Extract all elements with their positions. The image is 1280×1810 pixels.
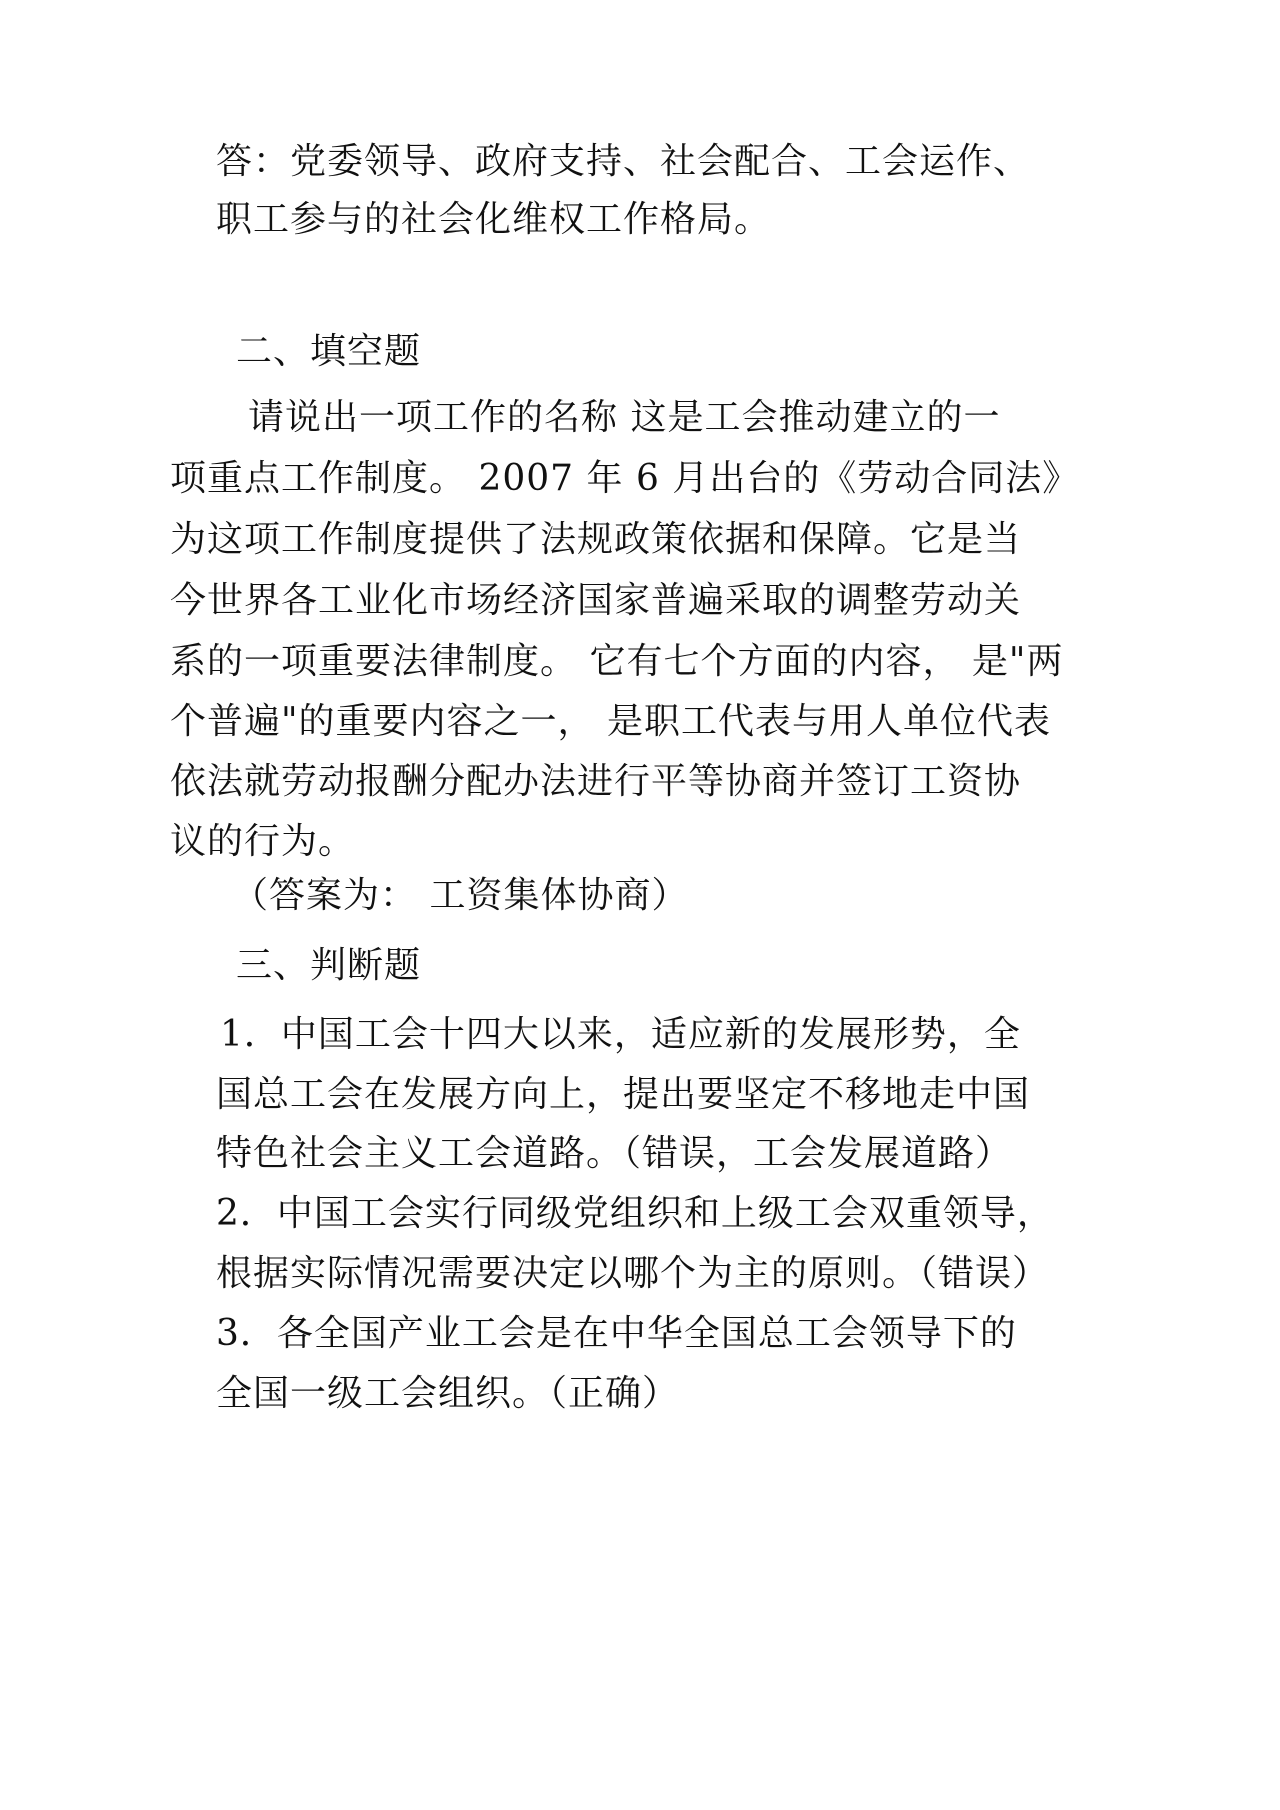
tf-item-line: 全国一级工会组织。（正确）: [216, 1373, 680, 1414]
answer-line: 答：党委领导、政府支持、社会配合、工会运作、: [216, 141, 1031, 182]
question-line: 请说出一项工作的名称 这是工会推动建立的一: [248, 397, 1001, 438]
answer-line: 职工参与的社会化维权工作格局。: [216, 199, 772, 240]
question-line: 为这项工作制度提供了法规政策依据和保障。它是当: [170, 519, 1022, 560]
question-line: 今世界各工业化市场经济国家普遍采取的调整劳动关: [170, 580, 1022, 621]
fill-blank-answer: （答案为： 工资集体协商）: [232, 875, 689, 916]
tf-item-line: 2．中国工会实行同级党组织和上级工会双重领导，: [216, 1193, 1054, 1234]
tf-item-line: 3．各全国产业工会是在中华全国总工会领导下的: [216, 1313, 1017, 1354]
tf-item-line: 国总工会在发展方向上，提出要坚定不移地走中国: [216, 1074, 1031, 1115]
tf-item-line: 特色社会主义工会道路。（错误，工会发展道路）: [216, 1133, 1013, 1174]
question-line: 依法就劳动报酬分配办法进行平等协商并签订工资协: [170, 761, 1022, 802]
tf-item-line: 根据实际情况需要决定以哪个为主的原则。（错误）: [216, 1253, 1050, 1294]
question-line: 项重点工作制度。 2007 年 6 月出台的《劳动合同法》: [170, 458, 1080, 499]
question-line: 议的行为。: [170, 821, 356, 862]
tf-item-line: 1．中国工会十四大以来，适应新的发展形势，全: [220, 1014, 1021, 1055]
question-line: 系的一项重要法律制度。 它有七个方面的内容， 是"两: [170, 641, 1064, 682]
section-heading: 三、判断题: [236, 945, 422, 986]
section-heading: 二、填空题: [236, 331, 422, 372]
question-line: 个普遍"的重要内容之一， 是职工代表与用人单位代表: [170, 701, 1052, 742]
